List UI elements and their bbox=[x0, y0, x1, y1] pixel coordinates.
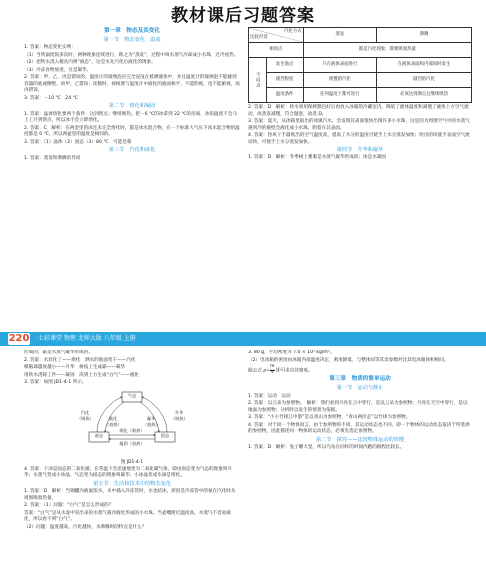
table-corner-cell bbox=[249, 28, 304, 43]
label-bottom-under: 凝固（放热） bbox=[119, 440, 145, 446]
table-cell: 只在液体表面进行 bbox=[303, 58, 376, 73]
table-cell: 缓慢的汽化 bbox=[303, 73, 376, 88]
table-cell: 剧烈的汽化 bbox=[376, 73, 471, 88]
answer-paragraph: 2. 答案：水状化了——熔化 洒水的地面变干——汽化 bbox=[24, 357, 136, 363]
answer-paragraph: 答案：“白气”是从水壶中冒出来的水蒸气遇冷液化形成的小水珠。当壶嘴附近温度高，水蒸气不容易液化，所以看不到“白气”。 bbox=[24, 510, 231, 523]
answer-paragraph: 3. 答案：“小小竹排江中游”是以青山为参照物，“青山两岸走”以竹排为参照物。 bbox=[248, 415, 411, 421]
answer-paragraph: 4. 答案：对于同一个物体而言，由于参照物的不同，其运动状态也不同，即一个物体的运动状态取决于所选择的参照物，因此描述同一物体的运动状态，必须先选定参照物。 bbox=[248, 422, 470, 435]
answer-paragraph: 形成的；霜是水蒸气凝华形成的。 bbox=[24, 350, 93, 355]
page-number: 220 bbox=[8, 333, 30, 344]
corner-bottom-label: 比较内容 bbox=[250, 34, 268, 40]
corner-top-label: 汽化方式 bbox=[284, 29, 302, 34]
row-label-common: 相同点 bbox=[249, 43, 304, 58]
page-title: 教材课后习题答案 bbox=[171, 6, 315, 26]
answer-paragraph: 3. 答案：夏天，从冰箱里取出的冰镇汽水，会发现其表面很快出现许多小水珠，这是因为周围空气中的水蒸气遇到冷的瓶壁会液化成小水珠，附着在其表面。 bbox=[248, 119, 470, 131]
answer-paragraph: 2. 答案：（1）问题：“白气”是怎么形成的？ bbox=[24, 503, 114, 509]
label-bottom-top: 熔化（吸热） bbox=[119, 427, 145, 433]
row-label: 温度条件 bbox=[266, 88, 303, 103]
answer-paragraph: 1. 答案：晶体熔化要两个条件：达到熔点；继续吸热。把－6 ℃的冰拿到 22 ℃的房间，冰的温度不会马上上升到熔点，所以冰不会立即熔化。 bbox=[24, 111, 238, 124]
section-heading: 第一节 运动与静止 bbox=[336, 385, 384, 392]
answer-paragraph: 2. 答案：甲、乙、丙是错误的。温度计的玻璃泡应完全浸没在被测液体中，并且温度计的玻璃泡不能碰到容器的底或侧壁，故甲、乙错误；读数时，视线要与温度计中液柱的液面相平，不能仰视，也不能俯视，故丙错误。 bbox=[24, 75, 240, 94]
column-bottom-left bbox=[24, 350, 240, 583]
footer-band bbox=[0, 332, 486, 346]
answer-paragraph: 1. 答案：运动 运动 bbox=[248, 393, 291, 399]
row-label: 发生地点 bbox=[266, 58, 303, 73]
answer-paragraph: 1. 答案：D 解析：当钢罐内液氮浓水，水中插入冷冻管时，水也结冰，原因是冷冻管中的氨在汽化时从周围吸收热量。 bbox=[24, 489, 236, 501]
answer-paragraph: 4. 答案：干冰是固态的二氧化碳，在常温下会迅速地变为二氧化碳气体，即由固态变为气态的现象叫升华；水蒸气变成小冰晶，气态变为固态的现象叫凝华；小冰晶变成水滴是熔化。 bbox=[24, 466, 232, 479]
section-heading: 第三节 汽化和液化 bbox=[108, 147, 156, 154]
answer-paragraph: 3. 80 g，平均密度为 7.0 × 10³ kg/m³。 bbox=[248, 350, 335, 355]
formula-numerator: m bbox=[270, 364, 275, 370]
section-heading: 第二节 探究——比较物体运动的快慢 bbox=[315, 436, 405, 443]
answer-paragraph: 3. 答案：（1）晶体（2）固态（3）80 ℃ 可能是蔡 bbox=[24, 139, 132, 145]
table-common-cell: 都是汽化现象，都要吸收热量 bbox=[303, 43, 471, 58]
section-heading: 第二节 熔化和凝固 bbox=[108, 103, 156, 110]
answer-paragraph: （3）冷冻食物放进，这是凝华。 bbox=[24, 67, 92, 73]
figure-caption: 图 JD1-4-1 bbox=[120, 459, 143, 465]
node-liquid: 固态 bbox=[160, 433, 170, 439]
table-cell: 必须达到沸点且继续吸热 bbox=[376, 88, 471, 103]
column-bottom-right bbox=[248, 350, 472, 583]
answer-paragraph: 4. 答案：热风干手器吹出的空气温度高，提高了水分的温度可使手上水分蒸发加快；吹出的风使手表面空气流动快，可使手上水分蒸发加快。 bbox=[248, 133, 470, 145]
section-heading: 第四节 升华和凝华 bbox=[336, 147, 384, 154]
answer-paragraph: 1. 答案：物态变化实例： bbox=[24, 45, 76, 51]
answer-paragraph: （2）电冰箱的密度由冰箱内部温度决定，密度降低，与整体同等其余参数对比其电冰箱体积相同。 bbox=[248, 357, 449, 363]
column-top-right bbox=[248, 27, 472, 329]
label-right-inner: 凝华（放热） bbox=[143, 415, 160, 427]
node-solid: 液态 bbox=[94, 433, 104, 439]
label-left-inner: 液化（放热） bbox=[105, 415, 122, 427]
label-left-outer: 汽化（吸热） bbox=[77, 409, 94, 421]
column-top-left bbox=[24, 27, 240, 329]
answer-paragraph: （2）问题：温度越高，汽化越快，水沸腾时的特点是什么？ bbox=[24, 524, 147, 530]
answer-paragraph: 3. 答案：－10 ℃ 24 ℃ bbox=[24, 95, 78, 101]
answer-paragraph: 2. 答案：D 解析：将水果用保鲜膜包好后再放入冰箱的冷藏室内，降低了液体温度和减慢了液体上方空气流动，故蒸发减慢，符合题意，故选 D。 bbox=[248, 105, 469, 117]
formula-denominator: V bbox=[270, 369, 274, 375]
comparison-table bbox=[248, 27, 472, 103]
chapter-heading: 第一章 物态及其变化 bbox=[104, 28, 160, 34]
label-right-outer: 升华（吸热） bbox=[171, 409, 188, 421]
answer-paragraph: 3. 答案：如图 JD1-4-1 所示。 bbox=[24, 380, 87, 386]
node-gas: 气态 bbox=[127, 393, 137, 399]
table-header-boiling: 沸腾 bbox=[376, 28, 471, 43]
table-header-evaporation: 蒸发 bbox=[303, 28, 376, 43]
footer-text: 七彩课堂 物理 北师大版 八年级 上册 bbox=[38, 335, 136, 342]
row-label: 剧烈程度 bbox=[266, 73, 303, 88]
table-cell: 任何温度下都可进行 bbox=[303, 88, 376, 103]
row-group-label: 不同点 bbox=[249, 58, 267, 103]
answer-paragraph: 据公式 ρ= $\frac{m}{V}$ 即可求出其密度。 bbox=[248, 364, 313, 375]
section-heading: 第五节 生活和技术中的物态变化 bbox=[93, 480, 171, 487]
answer-paragraph: 1. 答案：D 解析：兔子睡大觉，所以乌龟在同样的时间内跑的路程比较长。 bbox=[248, 445, 405, 450]
answer-paragraph: 用铁水浇铸工件——凝固 冻到上方生成“白气”——液化 bbox=[24, 372, 140, 378]
answer-paragraph: 樟脑球越放越小——升华 树枝上生成霜——凝华 bbox=[24, 365, 126, 371]
formula-suffix: 即可求出其密度。 bbox=[275, 368, 313, 374]
answer-paragraph: （2）把铁水浇入模具内则“液态”，这是水先汽化后液化的现象。 bbox=[24, 60, 156, 66]
answer-paragraph: 1. 答案：D 解析：冬季树上雾凇是水蒸气凝华形成的；冰是水凝固 bbox=[248, 155, 387, 161]
table-cell: 在液体表面和内部同时发生 bbox=[376, 58, 471, 73]
section-heading: 第一节 物态变化 温度 bbox=[103, 36, 161, 43]
answer-paragraph: （1）当铁锅烧饭多次时，两种现象连续进行，称之为“蒸发”，过程中叫水蒸气冷却成小水珠，过冷放热。 bbox=[24, 52, 239, 58]
formula-prefix: 据公式 bbox=[248, 368, 262, 374]
answer-paragraph: 1. 答案：蒸发和沸腾的异同 bbox=[24, 155, 81, 161]
answer-paragraph: 2. 答案：C 解析：在两金里的冰还未完全熔化时，都是冰水混合物，在一个标准大气压下冰水混合物的温度都是 0 ℃，所以两盆里的温度是相同的。 bbox=[24, 125, 240, 138]
answer-paragraph: 2. 答案：以云朵为参照物。 解析：我们看到月亮在云中穿行，是以云朵为参照物；月亮在天空中穿行，是以地面为参照物；分析时以发生的情景为依据。 bbox=[248, 401, 468, 413]
state-change-diagram bbox=[77, 388, 187, 460]
density-formula bbox=[270, 365, 274, 375]
chapter-heading: 第三章 物质的简单运动 bbox=[329, 376, 391, 383]
